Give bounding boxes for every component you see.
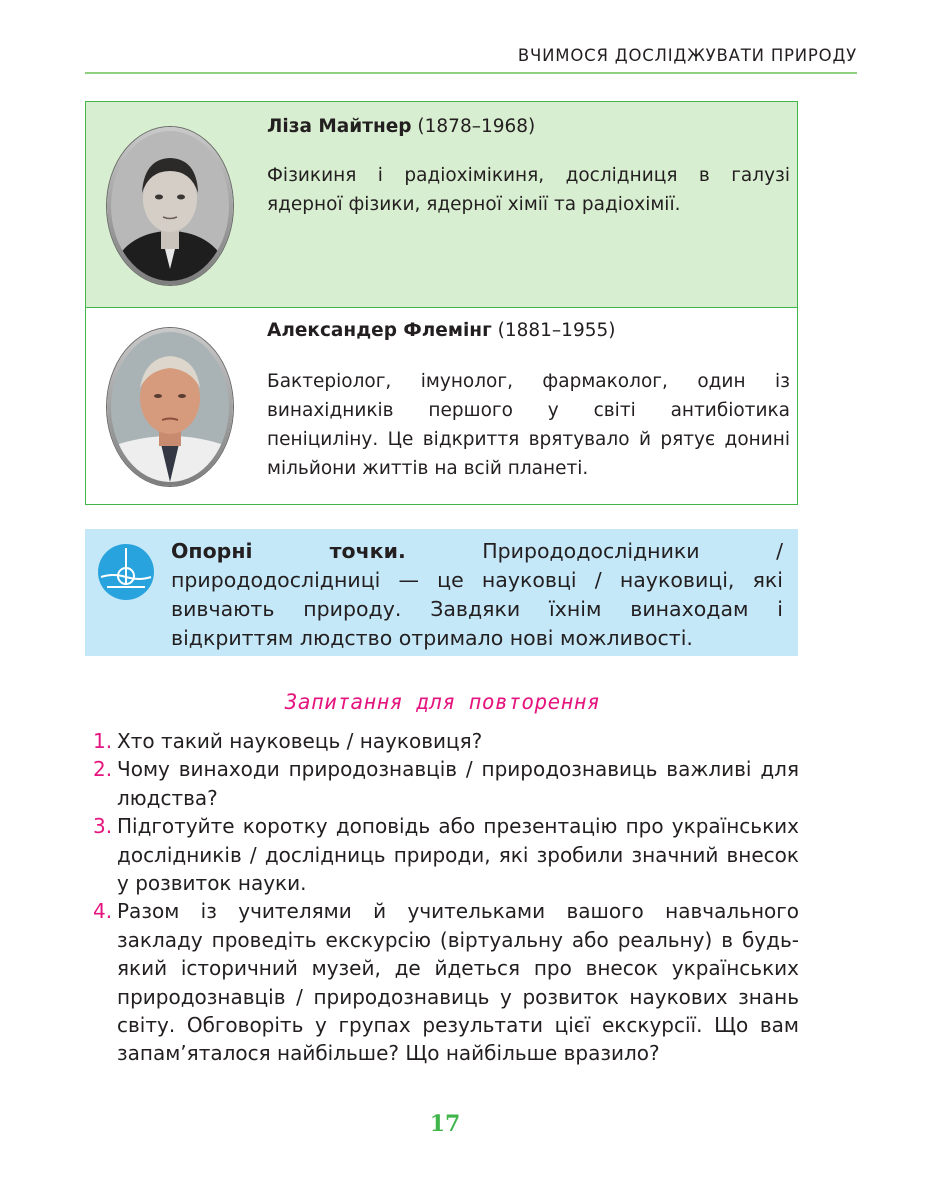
question-text: Чому винаходи природознавців / природознавиць важливі для людства? [117, 757, 799, 810]
question-number: 2. [93, 757, 113, 782]
scientist-description: Бактеріолог, імунолог, фармаколог, один із винахідників першого у світі антибіотика пеніциліну. Це відкриття врятувало й рятує донині мільйони життів на всій планеті. [267, 371, 790, 479]
scientist-years: (1881–1955) [497, 320, 616, 341]
question-text: Підготуйте коротку доповідь або презентацію про українських дослідників / дослідниць природи, які зробили значний внесок у розвиток науки. [117, 814, 799, 896]
scientist-info-meitner [267, 112, 790, 219]
portrait-fleming [107, 328, 233, 486]
scientist-description: Фізикиня і радіохімікиня, дослідниця в галузі ядерної фізики, ядерної хімії та радіохімії. [267, 165, 790, 215]
question-text: Разом із учителями й учительками вашого навчального закладу проведіть екскурсію (віртуальну або реальну) в будь-який історичний музей, де йдеться про внесок українських природознавців / природознавиць у розвиток наукових знань світу. Обговоріть у групах результати цієї екскурсії. Що вам запам’яталося найбільше? Що найбільше вразило? [117, 899, 799, 1066]
scientists-table [85, 101, 798, 505]
key-points-text [171, 537, 783, 653]
key-points-box [85, 529, 798, 656]
header-title: ВЧИМОСЯ ДОСЛІДЖУВАТИ ПРИРОДУ [517, 46, 857, 65]
scientist-years: (1878–1968) [417, 116, 536, 137]
question-item [93, 755, 799, 812]
question-number: 1. [93, 729, 113, 753]
questions-list [93, 727, 799, 1068]
question-item [93, 812, 799, 897]
scientist-heading [267, 112, 790, 141]
scientist-row-fleming [86, 308, 797, 504]
portrait-fleming-image [111, 332, 229, 482]
portrait-meitner-image [111, 131, 229, 281]
questions-heading: Запитання для повторення [284, 690, 601, 714]
portrait-meitner [107, 127, 233, 285]
scientist-info-fleming [267, 316, 790, 483]
question-text: Хто такий науковець / науковиця? [117, 729, 483, 753]
question-number: 4. [93, 899, 113, 924]
question-number: 3. [93, 814, 113, 839]
page-number: 17 [429, 1111, 461, 1137]
scientist-name: Ліза Майтнер [267, 116, 412, 137]
scientist-name: Александер Флемінг [267, 320, 492, 341]
target-icon [97, 543, 155, 601]
scientist-heading [267, 316, 790, 345]
running-header [85, 42, 857, 74]
question-item [93, 727, 799, 755]
scientist-row-meitner [86, 102, 797, 308]
question-item [93, 897, 799, 1067]
key-points-label: Опорні точки. [171, 539, 406, 563]
key-points-body: Природодослідники / природодослідниці — це науковці / науковиці, які вивчають природу. Завдяки їхнім винаходам і відкриттям людство отримало нові можливості. [171, 539, 783, 650]
